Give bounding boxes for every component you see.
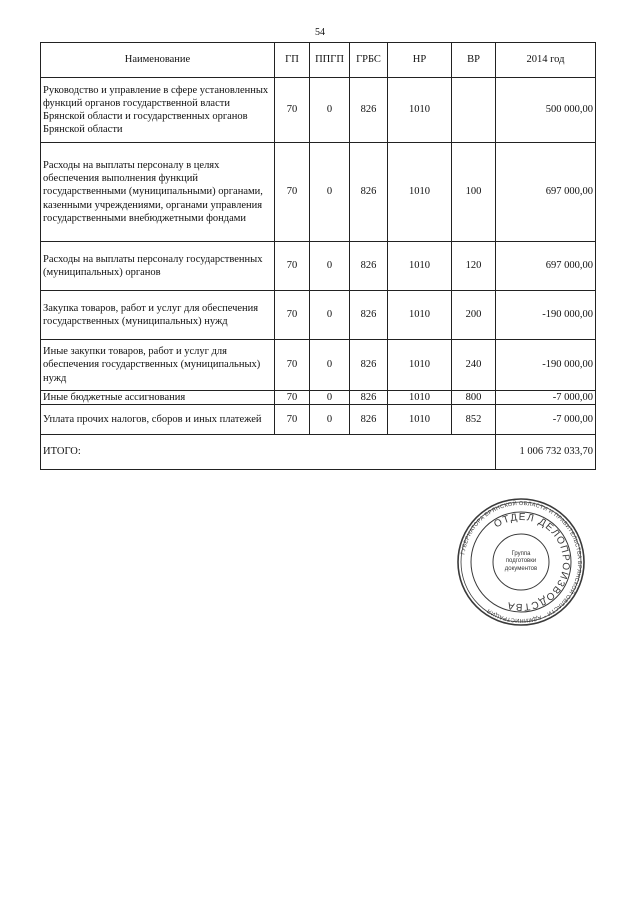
row-ppgp: 0 — [310, 143, 350, 242]
table-row — [41, 242, 596, 291]
row-vr: 852 — [452, 405, 496, 435]
stamp-mid-text: ОТДЕЛ ДЕЛОПРОИЗВОДСТВА — [492, 511, 572, 613]
stamp-outer-text: ГУБЕРНАТОРА БРЯНСКОЙ ОБЛАСТИ И ПРАВИТЕЛЬСТВА БРЯНСКОЙ ОБЛАСТИ * АДМИНИСТРАЦИЯ — [460, 500, 583, 624]
total-amount: 1 006 732 033,70 — [496, 435, 596, 470]
stamp-inner-text — [456, 497, 586, 627]
stamp-inner-line-1: Группа — [511, 551, 531, 558]
header-ppgp: ППГП — [310, 43, 350, 78]
row-amount: -190 000,00 — [496, 291, 596, 340]
row-grbs: 826 — [350, 78, 388, 143]
row-gp: 70 — [275, 78, 310, 143]
table-header-row — [41, 43, 596, 78]
row-amount: 697 000,00 — [496, 143, 596, 242]
row-np: 1010 — [388, 391, 452, 405]
row-name: Иные бюджетные ассигнования — [41, 391, 275, 405]
row-ppgp: 0 — [310, 405, 350, 435]
row-gp: 70 — [275, 291, 310, 340]
row-np: 1010 — [388, 78, 452, 143]
row-name: Руководство и управление в сфере установленных функций органов государственной власти Брянской области и государственных органов Брянской области — [41, 78, 275, 143]
header-grbs: ГРБС — [350, 43, 388, 78]
row-gp: 70 — [275, 143, 310, 242]
table-row — [41, 405, 596, 435]
total-label: ИТОГО: — [41, 435, 496, 470]
header-vr: ВР — [452, 43, 496, 78]
row-np: 1010 — [388, 340, 452, 391]
row-np: 1010 — [388, 242, 452, 291]
row-name: Расходы на выплаты персоналу государственных (муниципальных) органов — [41, 242, 275, 291]
row-ppgp: 0 — [310, 391, 350, 405]
table-row — [41, 78, 596, 143]
row-grbs: 826 — [350, 405, 388, 435]
table-row — [41, 291, 596, 340]
stamp-inner-line-2: подготовки — [505, 558, 537, 565]
table-row — [41, 143, 596, 242]
row-name: Иные закупки товаров, работ и услуг для обеспечения государственных (муниципальных) нужд — [41, 340, 275, 391]
header-gp: ГП — [275, 43, 310, 78]
row-grbs: 826 — [350, 291, 388, 340]
row-vr — [452, 78, 496, 143]
row-ppgp: 0 — [310, 291, 350, 340]
row-vr: 800 — [452, 391, 496, 405]
row-np: 1010 — [388, 291, 452, 340]
row-vr: 240 — [452, 340, 496, 391]
row-gp: 70 — [275, 391, 310, 405]
row-gp: 70 — [275, 340, 310, 391]
row-amount: -7 000,00 — [496, 405, 596, 435]
row-gp: 70 — [275, 242, 310, 291]
row-grbs: 826 — [350, 391, 388, 405]
table-row — [41, 340, 596, 391]
row-grbs: 826 — [350, 242, 388, 291]
row-amount: 500 000,00 — [496, 78, 596, 143]
header-name: Наименование — [41, 43, 275, 78]
department-stamp — [456, 497, 586, 627]
row-ppgp: 0 — [310, 340, 350, 391]
row-vr: 100 — [452, 143, 496, 242]
header-year: 2014 год — [496, 43, 596, 78]
row-vr: 120 — [452, 242, 496, 291]
row-gp: 70 — [275, 405, 310, 435]
row-amount: -190 000,00 — [496, 340, 596, 391]
row-name: Расходы на выплаты персоналу в целях обеспечения выполнения функций государственными (муниципальными) органами, казенными учреждениями, органами управления государственными внебюджетными фондами — [41, 143, 275, 242]
page-number: 54 — [315, 27, 325, 38]
row-ppgp: 0 — [310, 78, 350, 143]
budget-table — [40, 42, 596, 470]
row-np: 1010 — [388, 143, 452, 242]
row-vr: 200 — [452, 291, 496, 340]
header-np: НР — [388, 43, 452, 78]
row-np: 1010 — [388, 405, 452, 435]
row-ppgp: 0 — [310, 242, 350, 291]
table-row — [41, 391, 596, 405]
row-name: Закупка товаров, работ и услуг для обеспечения государственных (муниципальных) нужд — [41, 291, 275, 340]
row-amount: -7 000,00 — [496, 391, 596, 405]
row-name: Уплата прочих налогов, сборов и иных платежей — [41, 405, 275, 435]
stamp-inner-line-3: документов — [504, 565, 538, 572]
row-amount: 697 000,00 — [496, 242, 596, 291]
row-grbs: 826 — [350, 143, 388, 242]
row-grbs: 826 — [350, 340, 388, 391]
total-row — [41, 435, 596, 470]
